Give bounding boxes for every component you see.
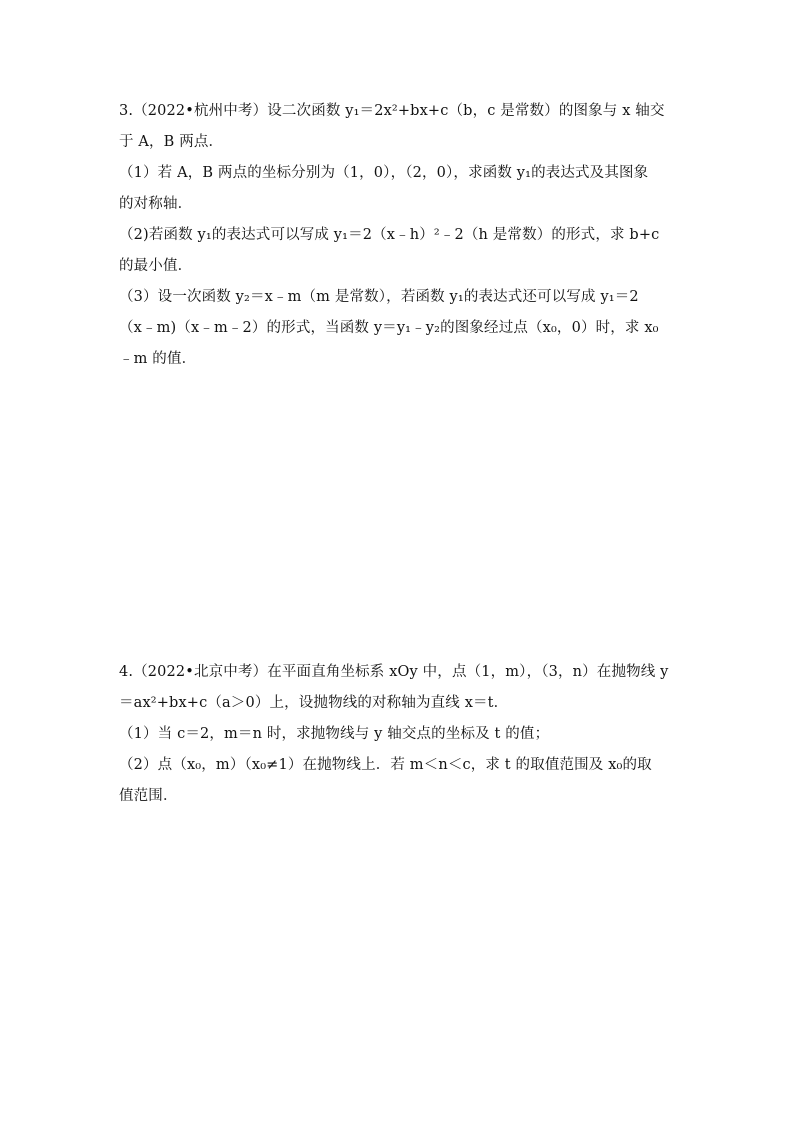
problem-3	[119, 96, 679, 375]
problem-4-part-2-line-1: （2）点（x₀，m）（x₀≠1）在抛物线上．若 m＜n＜c，求 t 的取值范围及 x₀的取	[119, 757, 652, 773]
problem-3-part-3-line-1: （3）设一次函数 y₂＝x﹣m（m 是常数），若函数 y₁的表达式还可以写成 y₁＝2	[119, 289, 639, 305]
problem-4-line-1: 4.（2022•北京中考）在平面直角坐标系 xOy 中，点（1，m），（3，n）在抛物线 y	[119, 664, 669, 680]
problem-3-line-1: 3.（2022•杭州中考）设二次函数 y₁＝2x²+bx+c（b，c 是常数）的图象与 x 轴交	[119, 103, 665, 119]
problem-3-part-2-line-2: 的最小值．	[119, 258, 193, 274]
problem-3-part-2-line-1: （2)若函数 y₁的表达式可以写成 y₁＝2（x﹣h）²﹣2（h 是常数）的形式，求 b+c	[119, 227, 660, 243]
problem-4	[119, 657, 679, 812]
problem-4-part-2-line-2: 值范围．	[119, 788, 178, 804]
problem-3-part-1-line-1: （1）若 A，B 两点的坐标分别为（1，0），（2，0），求函数 y₁的表达式及其图象	[119, 165, 649, 181]
problem-4-line-2: ＝ax²+bx+c（a＞0）上，设抛物线的对称轴为直线 x＝t．	[119, 695, 509, 711]
problem-3-part-3-line-3: ﹣m 的值．	[119, 351, 197, 367]
problem-3-line-2: 于 A，B 两点．	[119, 134, 224, 150]
problem-3-part-1-line-2: 的对称轴．	[119, 196, 193, 212]
problem-4-part-1: （1）当 c＝2，m＝n 时，求抛物线与 y 轴交点的坐标及 t 的值；	[119, 726, 550, 742]
problem-3-part-3-line-2: （x﹣m)（x﹣m﹣2）的形式，当函数 y＝y₁﹣y₂的图象经过点（x₀，0）时，求 x₀	[119, 320, 659, 336]
